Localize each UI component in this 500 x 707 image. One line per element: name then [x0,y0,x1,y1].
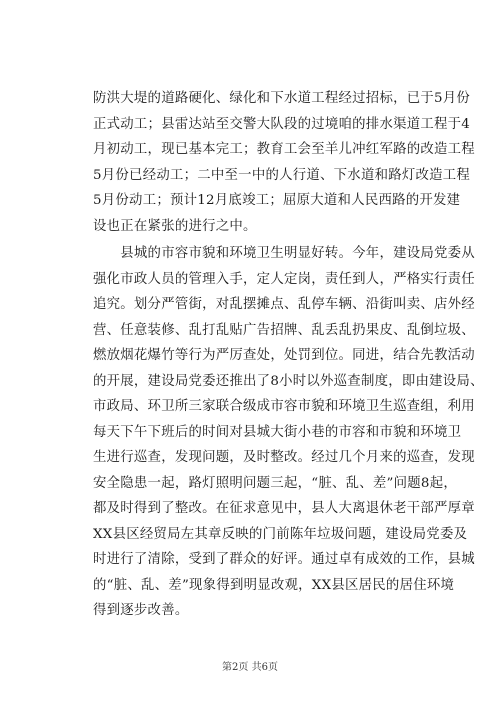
text-line: 追究。划分严管街，对乱摆摊点、乱停车辆、沿街叫卖、店外经 [93,297,475,312]
text-line: 市政局、环卫所三家联合级成市容市貌和环境卫生巡查组，利用 [93,399,475,414]
text-line: 的开展，建设局党委还推出了8小时以外巡查制度，即由建设局、 [93,373,484,389]
text-line: 燃放烟花爆竹等行为严厉查处，处罚到位。同进，结合先教活动 [93,348,475,363]
text-line: 防洪大堤的道路硬化、绿化和下水道工程经过招标，已于5月份 [93,91,471,106]
text-line: 5月份动工；预计12月底竣工；屈原大道和人民西路的开发建 [93,193,461,208]
text-line: 安全隐患一起，路灯照明问题三起，“脏、乱、差”问题8起， [93,475,457,491]
page-number-footer: 第2页 共6页 [222,662,278,673]
text-line: 得到逐步改善。 [93,603,189,618]
text-line: 月初动工，现已基本完工；教育工会至羊儿冲红军路的改造工程 [93,142,475,157]
paragraph-road-projects [93,86,475,239]
text-line: 5月份已经动工；二中至一中的人行道、下水道和路灯改造工程 [93,167,471,183]
text-line: 县城的市容市貌和环境卫生明显好转。今年，建设局党委从 [93,246,475,261]
text-line: 都及时得到了整改。在征求意见中，县人大离退休老干部严厚章 [93,501,475,516]
text-line: 生进行巡查，发现问题，及时整改。经过几个月来的巡查，发现 [93,450,475,465]
text-line: 设也正在紧张的进行之中。 [93,218,257,234]
text-line: 时进行了清除，受到了群众的好评。通过卓有成效的工作，县城 [93,552,475,567]
text-line: 的“脏、乱、差”现象得到明显改观，XX县区居民的居住环境 [93,577,455,593]
text-line: XX县区经贸局左其章反映的门前陈年垃圾问题，建设局党委及 [93,526,468,542]
text-line: 营、任意装修、乱打乱贴广告招牌、乱丢乱扔果皮、乱倒垃圾、 [93,322,475,338]
text-line: 强化市政人员的管理入手，定人定岗，责任到人，严格实行责任 [93,271,475,287]
text-line: 正式动工；县雷达站至交警大队段的过境咱的排水渠道工程于4 [93,116,471,132]
document-body [93,86,484,624]
text-line: 每天下午下班后的时间对县城大街小巷的市容和市貌和环境卫 [93,424,462,440]
paragraph-city-appearance [93,241,484,624]
